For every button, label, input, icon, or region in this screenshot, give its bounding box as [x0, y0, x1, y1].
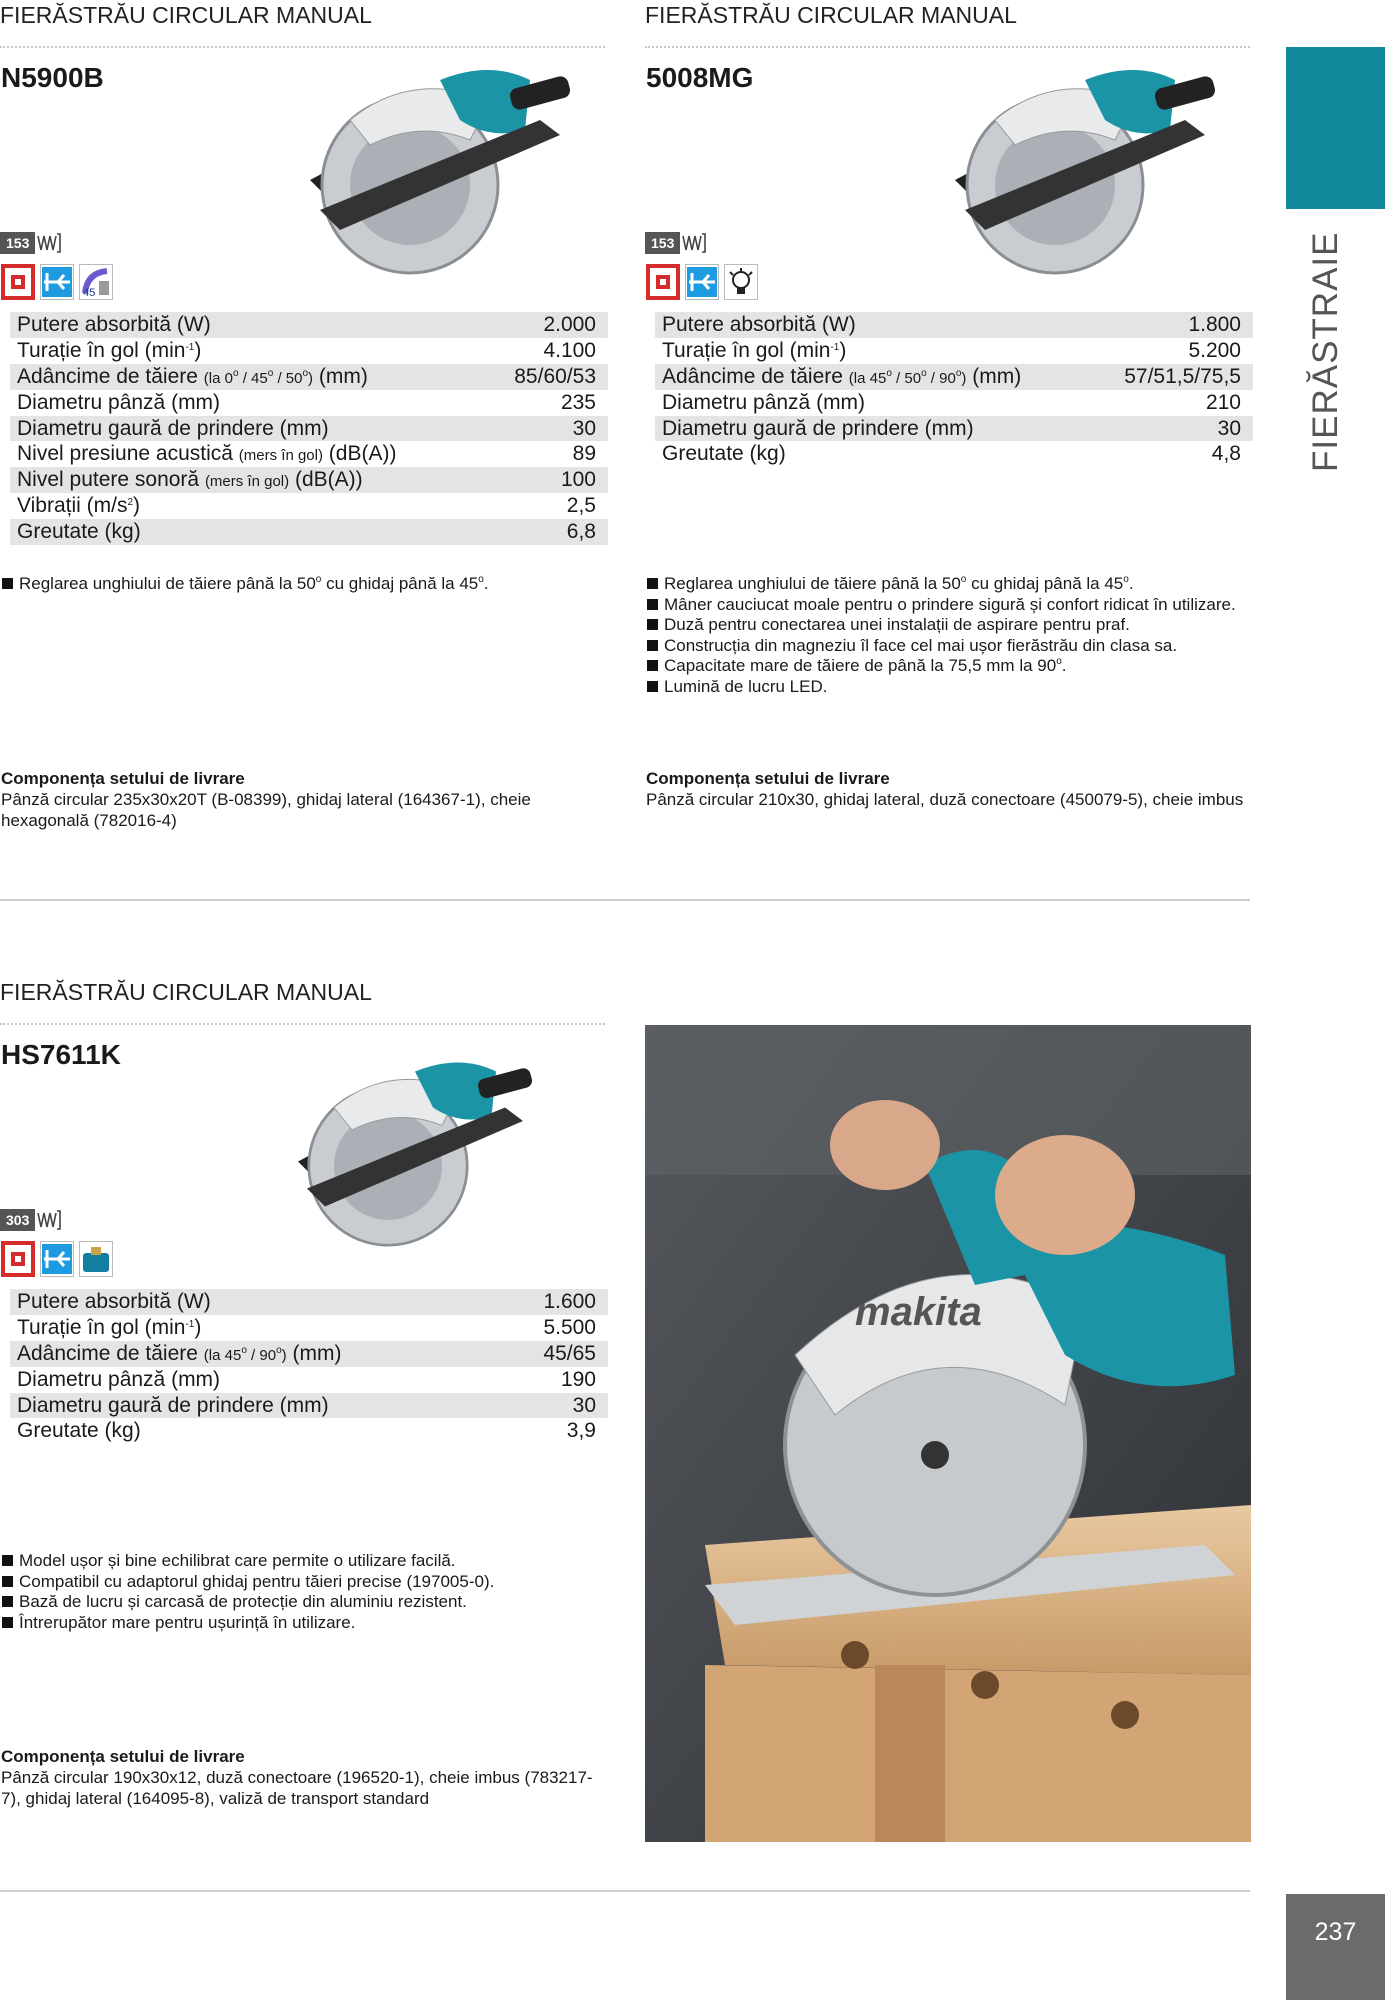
text-segment: Putere absorbită (W)	[17, 313, 211, 336]
feature-item	[2, 574, 614, 595]
feature-list	[647, 574, 1259, 698]
text-segment: Vibrații (m/s	[17, 494, 128, 518]
text-segment: Diametru gaură de prindere (mm)	[17, 416, 329, 440]
feature-item	[647, 677, 1259, 698]
text-segment: -1	[185, 1318, 195, 1330]
section-divider	[0, 899, 1250, 901]
text-segment: Lumină de lucru LED.	[664, 676, 828, 696]
text-segment: Diametru pânză (mm)	[662, 390, 866, 414]
text-segment: o	[232, 367, 239, 379]
text-segment: Reglarea unghiului de tăiere până la 50	[19, 574, 316, 593]
model-name: 5008MG	[646, 62, 754, 93]
product-image	[935, 60, 1235, 290]
feature-item	[2, 1592, 614, 1613]
text-segment: Diametru pânză (mm)	[17, 1367, 221, 1391]
text-segment: o	[1123, 574, 1129, 585]
spec-label	[17, 1418, 141, 1444]
red-square-icon	[1, 1241, 35, 1277]
spec-value: 190	[560, 1367, 596, 1391]
spec-value: 5.500	[543, 1315, 596, 1339]
spec-value: 235	[560, 390, 596, 414]
delivery-set-title: Componența setului de livrare	[646, 769, 890, 788]
spec-label	[17, 1315, 201, 1341]
spec-value: 1.600	[543, 1290, 596, 1313]
text-segment: (dB(A))	[289, 468, 363, 492]
spec-label	[662, 441, 786, 467]
spec-row	[10, 1418, 608, 1444]
badge-number: 303	[0, 1209, 35, 1231]
spec-row	[10, 1367, 608, 1393]
delivery-set-text: Pânză circular 235x30x20T (B-08399), ghidaj lateral (164367-1), cheie hexagonală (782016-4)	[1, 790, 531, 830]
spec-label	[17, 416, 329, 442]
text-segment: -1	[185, 341, 195, 353]
text-segment: Greutate (kg)	[17, 1419, 141, 1443]
spec-value: 30	[572, 416, 596, 440]
spec-row	[10, 1289, 608, 1315]
feature-list	[2, 1551, 614, 1633]
spec-label	[662, 364, 1021, 390]
text-segment: Turație în gol (min	[17, 338, 186, 362]
spec-label	[17, 1289, 211, 1315]
text-segment: Adâncime de tăiere	[662, 364, 849, 388]
spec-row	[655, 338, 1253, 364]
text-segment: Duză pentru conectarea unei instalații de aspirare pentru praf.	[664, 615, 1130, 635]
spec-label	[17, 338, 201, 364]
text-segment: Mâner cauciucat moale pentru o prindere sigură și confort ridicat în utilizare.	[664, 594, 1236, 614]
vibration-icon	[37, 1209, 61, 1231]
text-segment: Putere absorbită (W)	[662, 313, 856, 336]
feature-icons	[646, 264, 758, 300]
text-segment: / 50	[891, 369, 922, 387]
text-segment: )	[281, 1346, 287, 1364]
text-segment: )	[961, 369, 967, 387]
spec-value: 2,5	[566, 494, 596, 518]
text-segment: 2	[127, 497, 134, 509]
spec-row	[10, 390, 608, 416]
spec-row	[655, 416, 1253, 442]
delivery-set-text: Pânză circular 210x30, ghidaj lateral, duză conectoare (450079-5), cheie imbus	[646, 790, 1244, 809]
text-segment: Nivel putere sonoră	[17, 468, 205, 492]
feature-icons	[1, 1241, 113, 1277]
text-segment: .	[1128, 574, 1134, 593]
text-segment: / 45	[238, 369, 268, 387]
bottom-divider	[0, 1890, 1250, 1892]
spec-label	[662, 338, 846, 364]
spec-row	[10, 467, 608, 493]
text-segment: o	[960, 574, 967, 585]
led-light-icon	[724, 264, 758, 300]
text-segment: (mm)	[286, 1341, 342, 1365]
spec-value: 45/65	[543, 1341, 596, 1365]
dust-extraction-icon	[40, 264, 74, 300]
brand-logo: makita	[855, 1290, 982, 1334]
spec-label	[17, 1393, 329, 1419]
text-segment: Adâncime de tăiere	[17, 1341, 204, 1365]
feature-icons	[1, 264, 113, 300]
vibration-badge	[0, 232, 61, 254]
text-segment: / 50	[273, 369, 303, 387]
text-segment: Turație în gol (min	[17, 1315, 186, 1339]
text-segment: )	[194, 1315, 202, 1339]
svg-text:45: 45	[83, 287, 96, 297]
spec-row	[10, 312, 608, 338]
category-title: FIERĂSTRĂU CIRCULAR MANUAL	[0, 979, 372, 1005]
feature-item	[2, 1613, 614, 1634]
spec-value: 89	[572, 442, 596, 466]
spec-value: 30	[572, 1393, 596, 1417]
spec-row	[10, 416, 608, 442]
spec-row	[10, 1393, 608, 1419]
spec-value: 6,8	[566, 520, 596, 544]
text-segment: )	[308, 369, 314, 387]
spec-row	[10, 519, 608, 545]
text-segment: Turație în gol (min	[662, 338, 831, 362]
spec-row	[10, 493, 608, 519]
text-segment: o	[241, 1344, 247, 1356]
spec-row	[655, 312, 1253, 338]
spec-value: 1.800	[1188, 313, 1241, 336]
text-segment: (la 45	[203, 1346, 242, 1364]
spec-label	[17, 1367, 220, 1393]
dotted-divider	[0, 1023, 605, 1025]
spec-value: 3,9	[566, 1419, 596, 1443]
text-segment: o	[1056, 656, 1062, 668]
text-segment: .	[1061, 656, 1067, 676]
spec-row	[10, 441, 608, 467]
text-segment: Diametru pânză (mm)	[17, 390, 221, 414]
spec-row	[10, 338, 608, 364]
vibration-badge	[645, 232, 706, 254]
spec-row	[10, 1341, 608, 1367]
text-segment: cu ghidaj până la 45	[321, 574, 479, 593]
vibration-icon	[37, 232, 61, 254]
text-segment: / 90	[926, 369, 956, 387]
category-tab	[1286, 47, 1385, 209]
text-segment: Capacitate mare de tăiere de până la 75,5 mm la 90	[664, 656, 1057, 676]
spec-value: 85/60/53	[514, 364, 596, 388]
feature-item	[2, 1572, 614, 1593]
vibration-icon	[682, 232, 706, 254]
spec-label	[17, 441, 396, 467]
text-segment: Greutate (kg)	[662, 442, 786, 466]
feature-item	[647, 656, 1259, 677]
category-side-label: FIERĂSTRAIE	[1306, 231, 1345, 472]
feature-item	[647, 636, 1259, 657]
text-segment: (mm)	[966, 364, 1022, 388]
text-segment: cu ghidaj până la 45	[966, 574, 1124, 593]
dotted-divider	[645, 46, 1250, 48]
specs-table	[10, 1289, 608, 1444]
text-segment: Compatibil cu adaptorul ghidaj pentru tăieri precise (197005-0).	[19, 1571, 495, 1591]
text-segment: Greutate (kg)	[17, 520, 141, 544]
spec-label	[17, 519, 141, 545]
spec-value: 2.000	[543, 313, 596, 336]
badge-number: 153	[0, 232, 35, 254]
spec-label	[17, 364, 368, 390]
text-segment: Nivel presiune acustică	[17, 442, 239, 466]
text-segment: / 90	[246, 1346, 277, 1364]
feature-item	[647, 595, 1259, 616]
product-image	[280, 1037, 550, 1277]
text-segment: Bază de lucru și carcasă de protecție din aluminiu rezistent.	[19, 1592, 467, 1612]
model-name: HS7611K	[1, 1039, 121, 1070]
usage-photo	[645, 1025, 1251, 1842]
text-segment: o	[955, 367, 962, 379]
product-image	[290, 60, 590, 290]
text-segment: (mm)	[313, 364, 368, 388]
text-segment: (la 45	[848, 369, 887, 387]
category-title: FIERĂSTRĂU CIRCULAR MANUAL	[0, 2, 372, 28]
feature-item	[647, 574, 1259, 595]
spec-label	[17, 390, 220, 416]
carry-case-icon	[79, 1241, 113, 1277]
text-segment: o	[315, 574, 322, 585]
text-segment: Diametru gaură de prindere (mm)	[17, 1393, 329, 1417]
text-segment: .	[483, 574, 489, 593]
spec-label	[17, 493, 140, 519]
text-segment: o	[267, 367, 274, 379]
delivery-set-text: Pânză circular 190x30x12, duză conectoare (196520-1), cheie imbus (783217-7), ghidaj lateral (164095-8), valiză de transport standard	[1, 1768, 593, 1808]
model-name: N5900B	[1, 62, 104, 93]
text-segment: Diametru gaură de prindere (mm)	[662, 416, 974, 440]
feature-item	[647, 615, 1259, 636]
spec-label	[17, 467, 363, 493]
spec-row	[655, 364, 1253, 390]
page-number: 237	[1286, 1894, 1385, 2000]
text-segment: o	[302, 367, 309, 379]
text-segment: o	[921, 367, 927, 379]
bevel-45-icon	[79, 264, 113, 300]
text-segment: )	[133, 494, 141, 518]
spec-value: 57/51,5/75,5	[1124, 364, 1241, 388]
spec-label	[17, 1341, 341, 1367]
spec-value: 30	[1217, 416, 1241, 440]
spec-row	[655, 441, 1253, 467]
text-segment: Adâncime de tăiere	[17, 364, 204, 388]
text-segment: (dB(A))	[322, 442, 397, 466]
feature-item	[2, 1551, 614, 1572]
red-square-icon	[1, 264, 35, 300]
spec-value: 4.100	[543, 338, 596, 362]
text-segment: Construcția din magneziu îl face cel mai ușor fierăstrău din clasa sa.	[664, 635, 1178, 655]
badge-number: 153	[645, 232, 680, 254]
text-segment: (mers în gol)	[238, 447, 323, 465]
text-segment: )	[194, 338, 202, 362]
spec-value: 210	[1205, 390, 1241, 414]
delivery-set-title: Componența setului de livrare	[1, 769, 245, 788]
text-segment: o	[886, 367, 892, 379]
text-segment: Întrerupător mare pentru ușurință în utilizare.	[19, 1612, 356, 1632]
spec-value: 5.200	[1188, 338, 1241, 362]
delivery-set-title: Componența setului de livrare	[1, 1747, 245, 1766]
spec-label	[17, 312, 211, 338]
spec-row	[655, 390, 1253, 416]
text-segment: Putere absorbită (W)	[17, 1290, 211, 1313]
dust-extraction-icon	[685, 264, 719, 300]
dotted-divider	[0, 46, 605, 48]
category-title: FIERĂSTRĂU CIRCULAR MANUAL	[645, 2, 1017, 28]
spec-row	[10, 364, 608, 390]
text-segment: o	[478, 574, 484, 585]
text-segment: )	[839, 338, 847, 362]
dust-extraction-icon	[40, 1241, 74, 1277]
text-segment: -1	[830, 341, 840, 353]
red-square-icon	[646, 264, 680, 300]
text-segment: Reglarea unghiului de tăiere până la 50	[664, 574, 961, 593]
spec-label	[662, 416, 974, 442]
spec-label	[662, 390, 865, 416]
spec-row	[10, 1315, 608, 1341]
feature-list	[2, 574, 614, 595]
spec-value: 100	[560, 468, 596, 492]
text-segment: Model ușor și bine echilibrat care permite o utilizare facilă.	[19, 1551, 456, 1570]
spec-value: 4,8	[1211, 442, 1241, 466]
text-segment: (la 0	[203, 369, 233, 387]
specs-table	[10, 312, 608, 545]
specs-table	[655, 312, 1253, 467]
text-segment: o	[276, 1344, 282, 1356]
text-segment: (mers în gol)	[204, 473, 290, 491]
spec-label	[662, 312, 856, 338]
vibration-badge	[0, 1209, 61, 1231]
